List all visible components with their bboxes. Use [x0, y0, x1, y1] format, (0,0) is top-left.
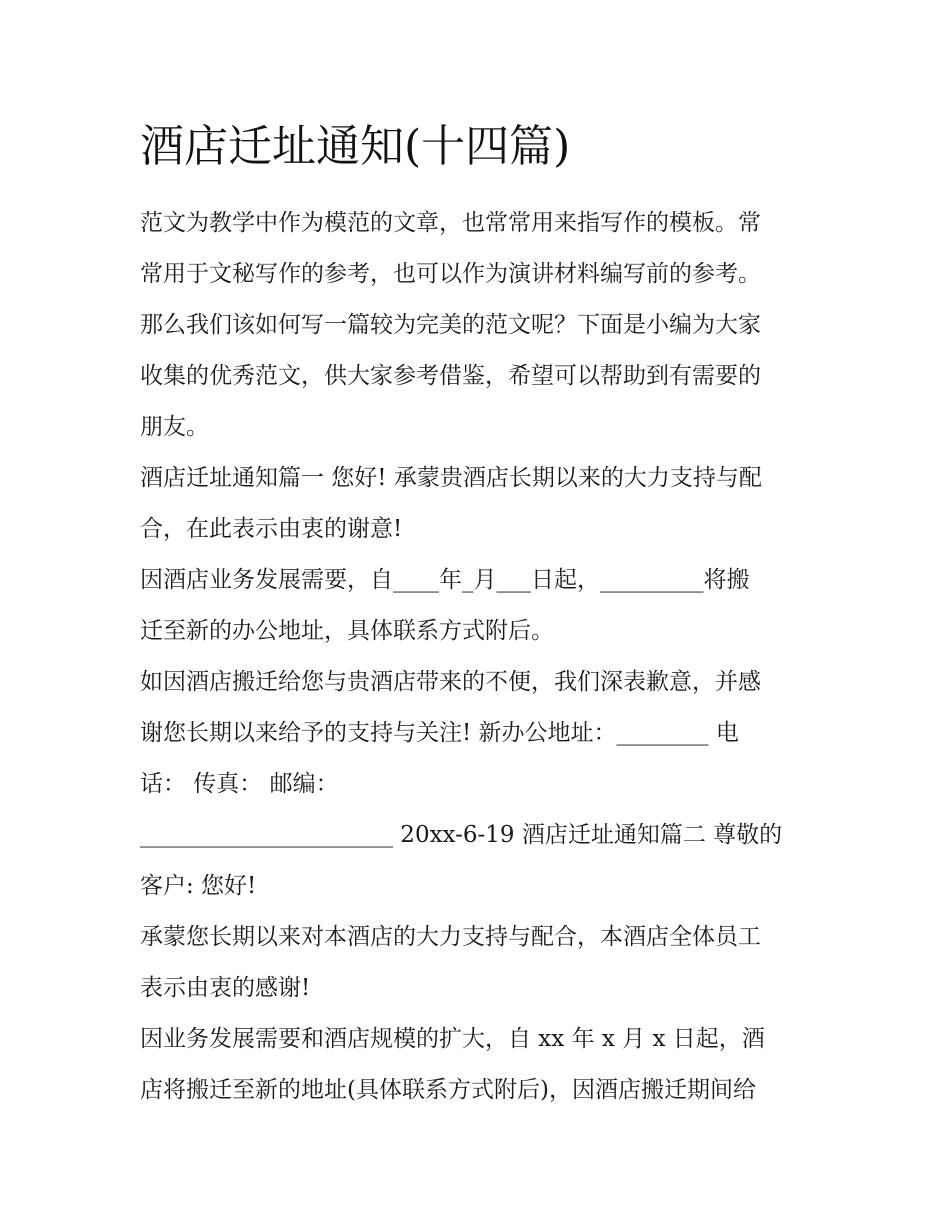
text-line: 因业务发展需要和酒店规模的扩大，自 xx 年 x 月 x 日起，酒: [140, 1026, 765, 1052]
paragraph-apology-contact: [140, 657, 812, 810]
paragraph-notice-two-greeting: [140, 810, 812, 912]
text-line: 话： 传真： 邮编：: [140, 771, 339, 797]
text-line: 客户: 您好!: [140, 873, 257, 899]
text-line: 店将搬迁至新的地址(具体联系方式附后)，因酒店搬迁期间给: [140, 1077, 756, 1103]
text-line: 承蒙您长期以来对本酒店的大力支持与配合，本酒店全体员工: [140, 924, 761, 950]
text-line: 如因酒店搬迁给您与贵酒店带来的不便，我们深表歉意，并感: [140, 669, 761, 695]
text-line: 因酒店业务发展需要，自____年_月___日起，_________将搬: [140, 567, 750, 593]
text-line: 合，在此表示由衷的谢意!: [140, 516, 403, 542]
text-line: ______________________ 20xx-6-19 酒店迁址通知篇二 尊敬的: [140, 822, 783, 848]
text-line: 常用于文秘写作的参考，也可以作为演讲材料编写前的参考。: [140, 261, 761, 287]
paragraph-intro: [140, 198, 812, 453]
text-line: 迁至新的办公地址，具体联系方式附后。: [140, 618, 554, 644]
text-line: 收集的优秀范文，供大家参考借鉴，希望可以帮助到有需要的: [140, 363, 761, 389]
document-title: 酒店迁址通知(十四篇): [140, 121, 571, 172]
paragraph-relocation-date: [140, 555, 812, 657]
text-line: 那么我们该如何写一篇较为完美的范文呢？下面是小编为大家: [140, 312, 761, 338]
text-line: 谢您长期以来给予的支持与关注! 新办公地址：________ 电: [140, 720, 739, 746]
text-line: 酒店迁址通知篇一 您好! 承蒙贵酒店长期以来的大力支持与配: [140, 465, 762, 491]
document-body: [140, 198, 812, 1116]
text-line: 表示由衷的感谢!: [140, 975, 311, 1001]
text-line: 朋友。: [140, 414, 209, 440]
paragraph-thanks: [140, 912, 812, 1014]
paragraph-notice-one-greeting: [140, 453, 812, 555]
paragraph-expansion-relocation: [140, 1014, 812, 1116]
text-line: 范文为教学中作为模范的文章，也常常用来指写作的模板。常: [140, 210, 761, 236]
